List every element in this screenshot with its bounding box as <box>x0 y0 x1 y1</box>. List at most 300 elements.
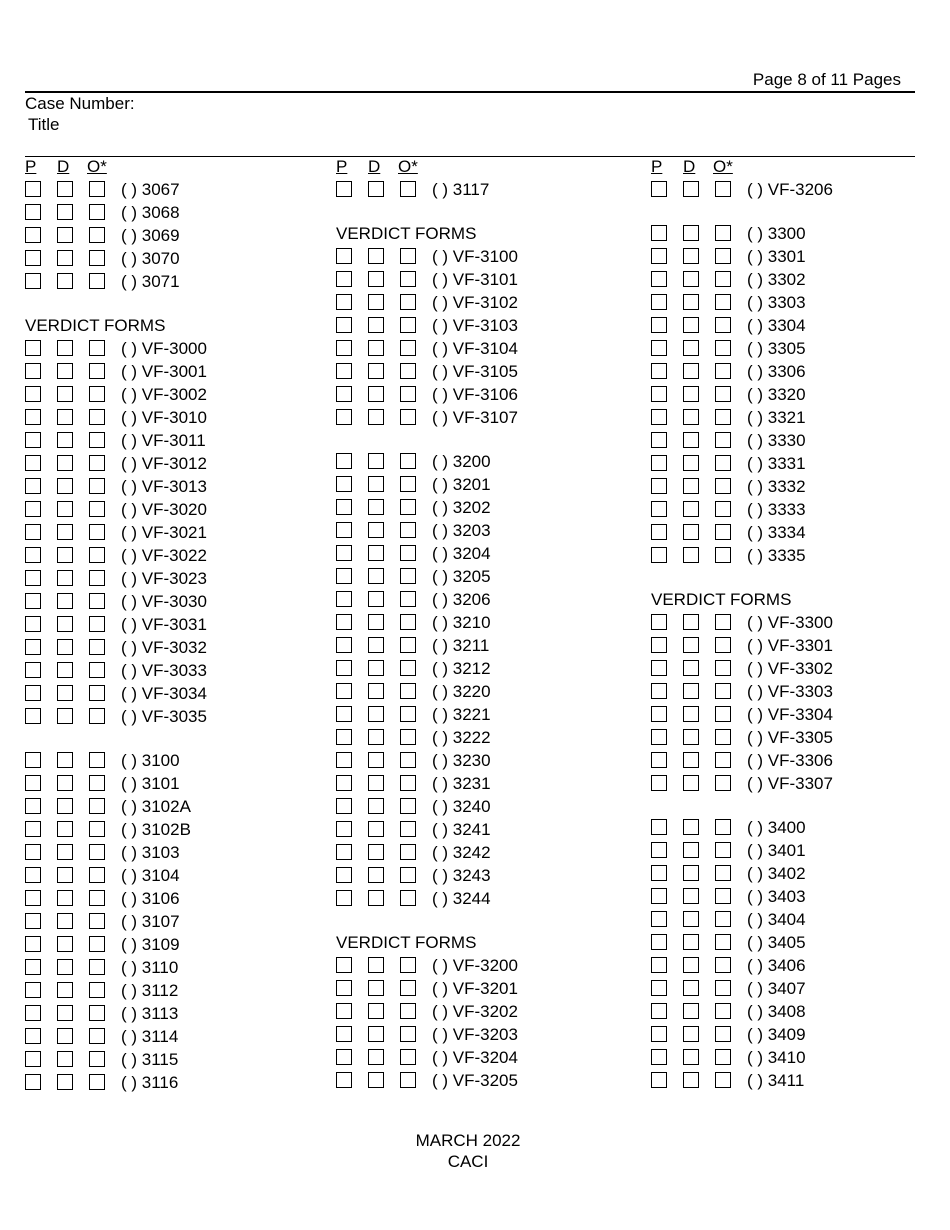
d-checkbox[interactable] <box>57 593 73 609</box>
o-checkbox[interactable] <box>715 934 731 950</box>
d-checkbox[interactable] <box>57 524 73 540</box>
d-checkbox[interactable] <box>57 867 73 883</box>
o-checkbox[interactable] <box>715 271 731 287</box>
o-checkbox[interactable] <box>715 501 731 517</box>
p-checkbox[interactable] <box>651 775 667 791</box>
p-checkbox[interactable] <box>651 294 667 310</box>
d-checkbox[interactable] <box>57 409 73 425</box>
o-checkbox[interactable] <box>89 1074 105 1090</box>
o-checkbox[interactable] <box>715 409 731 425</box>
p-checkbox[interactable] <box>25 386 41 402</box>
o-checkbox[interactable] <box>89 386 105 402</box>
d-checkbox[interactable] <box>57 227 73 243</box>
o-checkbox[interactable] <box>715 752 731 768</box>
d-checkbox[interactable] <box>57 432 73 448</box>
d-checkbox[interactable] <box>683 432 699 448</box>
p-checkbox[interactable] <box>25 273 41 289</box>
d-checkbox[interactable] <box>57 982 73 998</box>
o-checkbox[interactable] <box>715 248 731 264</box>
p-checkbox[interactable] <box>25 501 41 517</box>
p-checkbox[interactable] <box>651 1003 667 1019</box>
o-checkbox[interactable] <box>89 708 105 724</box>
d-checkbox[interactable] <box>368 522 384 538</box>
p-checkbox[interactable] <box>25 227 41 243</box>
p-checkbox[interactable] <box>651 386 667 402</box>
d-checkbox[interactable] <box>683 248 699 264</box>
o-checkbox[interactable] <box>89 227 105 243</box>
p-checkbox[interactable] <box>336 317 352 333</box>
o-checkbox[interactable] <box>89 775 105 791</box>
o-checkbox[interactable] <box>715 547 731 563</box>
o-checkbox[interactable] <box>715 1026 731 1042</box>
d-checkbox[interactable] <box>368 844 384 860</box>
o-checkbox[interactable] <box>89 798 105 814</box>
p-checkbox[interactable] <box>336 752 352 768</box>
o-checkbox[interactable] <box>89 936 105 952</box>
d-checkbox[interactable] <box>368 729 384 745</box>
o-checkbox[interactable] <box>400 614 416 630</box>
d-checkbox[interactable] <box>683 957 699 973</box>
o-checkbox[interactable] <box>400 706 416 722</box>
d-checkbox[interactable] <box>683 819 699 835</box>
d-checkbox[interactable] <box>57 821 73 837</box>
o-checkbox[interactable] <box>400 591 416 607</box>
o-checkbox[interactable] <box>715 729 731 745</box>
p-checkbox[interactable] <box>336 409 352 425</box>
o-checkbox[interactable] <box>89 273 105 289</box>
p-checkbox[interactable] <box>336 181 352 197</box>
p-checkbox[interactable] <box>336 1072 352 1088</box>
o-checkbox[interactable] <box>715 637 731 653</box>
p-checkbox[interactable] <box>25 1051 41 1067</box>
o-checkbox[interactable] <box>715 386 731 402</box>
o-checkbox[interactable] <box>89 478 105 494</box>
o-checkbox[interactable] <box>89 409 105 425</box>
p-checkbox[interactable] <box>651 340 667 356</box>
p-checkbox[interactable] <box>651 225 667 241</box>
o-checkbox[interactable] <box>400 660 416 676</box>
p-checkbox[interactable] <box>651 432 667 448</box>
d-checkbox[interactable] <box>57 250 73 266</box>
p-checkbox[interactable] <box>25 409 41 425</box>
d-checkbox[interactable] <box>683 729 699 745</box>
p-checkbox[interactable] <box>25 798 41 814</box>
d-checkbox[interactable] <box>57 501 73 517</box>
o-checkbox[interactable] <box>400 752 416 768</box>
p-checkbox[interactable] <box>25 913 41 929</box>
d-checkbox[interactable] <box>683 363 699 379</box>
d-checkbox[interactable] <box>683 614 699 630</box>
p-checkbox[interactable] <box>25 204 41 220</box>
d-checkbox[interactable] <box>368 386 384 402</box>
p-checkbox[interactable] <box>651 547 667 563</box>
p-checkbox[interactable] <box>651 501 667 517</box>
o-checkbox[interactable] <box>89 524 105 540</box>
o-checkbox[interactable] <box>715 980 731 996</box>
p-checkbox[interactable] <box>25 570 41 586</box>
o-checkbox[interactable] <box>400 409 416 425</box>
o-checkbox[interactable] <box>89 959 105 975</box>
o-checkbox[interactable] <box>89 752 105 768</box>
p-checkbox[interactable] <box>336 683 352 699</box>
p-checkbox[interactable] <box>25 524 41 540</box>
p-checkbox[interactable] <box>651 409 667 425</box>
p-checkbox[interactable] <box>336 660 352 676</box>
d-checkbox[interactable] <box>368 867 384 883</box>
o-checkbox[interactable] <box>89 685 105 701</box>
p-checkbox[interactable] <box>651 842 667 858</box>
o-checkbox[interactable] <box>400 637 416 653</box>
d-checkbox[interactable] <box>368 453 384 469</box>
o-checkbox[interactable] <box>400 453 416 469</box>
d-checkbox[interactable] <box>368 957 384 973</box>
o-checkbox[interactable] <box>715 478 731 494</box>
o-checkbox[interactable] <box>715 1072 731 1088</box>
o-checkbox[interactable] <box>400 1072 416 1088</box>
p-checkbox[interactable] <box>25 181 41 197</box>
p-checkbox[interactable] <box>651 706 667 722</box>
d-checkbox[interactable] <box>368 181 384 197</box>
p-checkbox[interactable] <box>651 248 667 264</box>
o-checkbox[interactable] <box>89 867 105 883</box>
d-checkbox[interactable] <box>683 637 699 653</box>
o-checkbox[interactable] <box>400 522 416 538</box>
d-checkbox[interactable] <box>368 752 384 768</box>
p-checkbox[interactable] <box>336 1049 352 1065</box>
o-checkbox[interactable] <box>400 386 416 402</box>
o-checkbox[interactable] <box>400 1003 416 1019</box>
p-checkbox[interactable] <box>336 980 352 996</box>
p-checkbox[interactable] <box>651 181 667 197</box>
o-checkbox[interactable] <box>400 775 416 791</box>
d-checkbox[interactable] <box>683 1026 699 1042</box>
d-checkbox[interactable] <box>57 708 73 724</box>
o-checkbox[interactable] <box>715 683 731 699</box>
o-checkbox[interactable] <box>89 1051 105 1067</box>
o-checkbox[interactable] <box>400 568 416 584</box>
o-checkbox[interactable] <box>400 844 416 860</box>
o-checkbox[interactable] <box>715 340 731 356</box>
d-checkbox[interactable] <box>683 934 699 950</box>
p-checkbox[interactable] <box>25 959 41 975</box>
d-checkbox[interactable] <box>57 478 73 494</box>
p-checkbox[interactable] <box>25 821 41 837</box>
o-checkbox[interactable] <box>89 501 105 517</box>
d-checkbox[interactable] <box>368 637 384 653</box>
o-checkbox[interactable] <box>400 957 416 973</box>
p-checkbox[interactable] <box>651 752 667 768</box>
d-checkbox[interactable] <box>57 570 73 586</box>
p-checkbox[interactable] <box>336 499 352 515</box>
d-checkbox[interactable] <box>683 1049 699 1065</box>
o-checkbox[interactable] <box>715 1049 731 1065</box>
d-checkbox[interactable] <box>57 1005 73 1021</box>
d-checkbox[interactable] <box>683 386 699 402</box>
d-checkbox[interactable] <box>683 271 699 287</box>
p-checkbox[interactable] <box>651 363 667 379</box>
p-checkbox[interactable] <box>651 683 667 699</box>
p-checkbox[interactable] <box>336 476 352 492</box>
d-checkbox[interactable] <box>683 775 699 791</box>
p-checkbox[interactable] <box>336 821 352 837</box>
d-checkbox[interactable] <box>368 660 384 676</box>
p-checkbox[interactable] <box>336 568 352 584</box>
d-checkbox[interactable] <box>57 363 73 379</box>
o-checkbox[interactable] <box>89 340 105 356</box>
d-checkbox[interactable] <box>57 775 73 791</box>
o-checkbox[interactable] <box>715 432 731 448</box>
d-checkbox[interactable] <box>368 248 384 264</box>
d-checkbox[interactable] <box>683 1072 699 1088</box>
o-checkbox[interactable] <box>89 821 105 837</box>
p-checkbox[interactable] <box>25 340 41 356</box>
p-checkbox[interactable] <box>651 478 667 494</box>
p-checkbox[interactable] <box>25 639 41 655</box>
o-checkbox[interactable] <box>400 317 416 333</box>
o-checkbox[interactable] <box>715 775 731 791</box>
o-checkbox[interactable] <box>715 614 731 630</box>
d-checkbox[interactable] <box>683 225 699 241</box>
d-checkbox[interactable] <box>57 639 73 655</box>
o-checkbox[interactable] <box>89 662 105 678</box>
p-checkbox[interactable] <box>336 545 352 561</box>
d-checkbox[interactable] <box>683 888 699 904</box>
p-checkbox[interactable] <box>336 248 352 264</box>
d-checkbox[interactable] <box>57 798 73 814</box>
d-checkbox[interactable] <box>57 936 73 952</box>
o-checkbox[interactable] <box>400 867 416 883</box>
o-checkbox[interactable] <box>89 1005 105 1021</box>
p-checkbox[interactable] <box>25 363 41 379</box>
d-checkbox[interactable] <box>57 1051 73 1067</box>
d-checkbox[interactable] <box>368 499 384 515</box>
d-checkbox[interactable] <box>368 1049 384 1065</box>
d-checkbox[interactable] <box>57 386 73 402</box>
o-checkbox[interactable] <box>89 616 105 632</box>
p-checkbox[interactable] <box>651 317 667 333</box>
o-checkbox[interactable] <box>715 294 731 310</box>
d-checkbox[interactable] <box>57 340 73 356</box>
o-checkbox[interactable] <box>715 706 731 722</box>
p-checkbox[interactable] <box>25 432 41 448</box>
d-checkbox[interactable] <box>57 547 73 563</box>
p-checkbox[interactable] <box>651 524 667 540</box>
p-checkbox[interactable] <box>336 363 352 379</box>
d-checkbox[interactable] <box>368 591 384 607</box>
o-checkbox[interactable] <box>89 593 105 609</box>
d-checkbox[interactable] <box>57 204 73 220</box>
p-checkbox[interactable] <box>336 1026 352 1042</box>
o-checkbox[interactable] <box>89 982 105 998</box>
o-checkbox[interactable] <box>715 317 731 333</box>
o-checkbox[interactable] <box>89 547 105 563</box>
d-checkbox[interactable] <box>683 865 699 881</box>
p-checkbox[interactable] <box>336 706 352 722</box>
p-checkbox[interactable] <box>651 911 667 927</box>
d-checkbox[interactable] <box>368 409 384 425</box>
d-checkbox[interactable] <box>57 959 73 975</box>
p-checkbox[interactable] <box>336 957 352 973</box>
o-checkbox[interactable] <box>400 476 416 492</box>
o-checkbox[interactable] <box>715 1003 731 1019</box>
o-checkbox[interactable] <box>400 980 416 996</box>
p-checkbox[interactable] <box>25 662 41 678</box>
d-checkbox[interactable] <box>683 524 699 540</box>
p-checkbox[interactable] <box>651 1072 667 1088</box>
o-checkbox[interactable] <box>715 181 731 197</box>
p-checkbox[interactable] <box>25 844 41 860</box>
d-checkbox[interactable] <box>368 340 384 356</box>
d-checkbox[interactable] <box>57 752 73 768</box>
o-checkbox[interactable] <box>89 455 105 471</box>
p-checkbox[interactable] <box>651 660 667 676</box>
p-checkbox[interactable] <box>336 453 352 469</box>
o-checkbox[interactable] <box>715 842 731 858</box>
p-checkbox[interactable] <box>25 936 41 952</box>
o-checkbox[interactable] <box>89 913 105 929</box>
p-checkbox[interactable] <box>336 867 352 883</box>
o-checkbox[interactable] <box>89 570 105 586</box>
p-checkbox[interactable] <box>336 340 352 356</box>
o-checkbox[interactable] <box>400 294 416 310</box>
o-checkbox[interactable] <box>89 363 105 379</box>
o-checkbox[interactable] <box>715 524 731 540</box>
d-checkbox[interactable] <box>57 1028 73 1044</box>
p-checkbox[interactable] <box>651 455 667 471</box>
d-checkbox[interactable] <box>368 821 384 837</box>
o-checkbox[interactable] <box>400 798 416 814</box>
p-checkbox[interactable] <box>25 982 41 998</box>
p-checkbox[interactable] <box>651 957 667 973</box>
d-checkbox[interactable] <box>368 1003 384 1019</box>
d-checkbox[interactable] <box>683 1003 699 1019</box>
p-checkbox[interactable] <box>651 729 667 745</box>
o-checkbox[interactable] <box>400 890 416 906</box>
o-checkbox[interactable] <box>89 250 105 266</box>
p-checkbox[interactable] <box>25 547 41 563</box>
d-checkbox[interactable] <box>683 478 699 494</box>
p-checkbox[interactable] <box>336 386 352 402</box>
d-checkbox[interactable] <box>683 409 699 425</box>
p-checkbox[interactable] <box>651 934 667 950</box>
p-checkbox[interactable] <box>651 637 667 653</box>
p-checkbox[interactable] <box>336 614 352 630</box>
p-checkbox[interactable] <box>25 616 41 632</box>
p-checkbox[interactable] <box>651 1049 667 1065</box>
d-checkbox[interactable] <box>683 340 699 356</box>
o-checkbox[interactable] <box>89 844 105 860</box>
o-checkbox[interactable] <box>400 248 416 264</box>
p-checkbox[interactable] <box>25 775 41 791</box>
o-checkbox[interactable] <box>400 821 416 837</box>
d-checkbox[interactable] <box>368 890 384 906</box>
p-checkbox[interactable] <box>336 522 352 538</box>
p-checkbox[interactable] <box>336 775 352 791</box>
o-checkbox[interactable] <box>400 271 416 287</box>
p-checkbox[interactable] <box>25 752 41 768</box>
p-checkbox[interactable] <box>651 614 667 630</box>
d-checkbox[interactable] <box>683 317 699 333</box>
p-checkbox[interactable] <box>336 271 352 287</box>
p-checkbox[interactable] <box>336 637 352 653</box>
p-checkbox[interactable] <box>25 708 41 724</box>
p-checkbox[interactable] <box>25 593 41 609</box>
p-checkbox[interactable] <box>25 685 41 701</box>
p-checkbox[interactable] <box>336 591 352 607</box>
d-checkbox[interactable] <box>57 913 73 929</box>
d-checkbox[interactable] <box>57 616 73 632</box>
d-checkbox[interactable] <box>683 980 699 996</box>
p-checkbox[interactable] <box>25 1074 41 1090</box>
d-checkbox[interactable] <box>368 980 384 996</box>
p-checkbox[interactable] <box>336 1003 352 1019</box>
d-checkbox[interactable] <box>368 317 384 333</box>
d-checkbox[interactable] <box>368 798 384 814</box>
d-checkbox[interactable] <box>368 1026 384 1042</box>
p-checkbox[interactable] <box>651 865 667 881</box>
p-checkbox[interactable] <box>25 1028 41 1044</box>
p-checkbox[interactable] <box>651 819 667 835</box>
d-checkbox[interactable] <box>57 844 73 860</box>
d-checkbox[interactable] <box>368 614 384 630</box>
o-checkbox[interactable] <box>715 660 731 676</box>
d-checkbox[interactable] <box>368 271 384 287</box>
o-checkbox[interactable] <box>715 911 731 927</box>
d-checkbox[interactable] <box>368 1072 384 1088</box>
p-checkbox[interactable] <box>651 271 667 287</box>
o-checkbox[interactable] <box>400 683 416 699</box>
p-checkbox[interactable] <box>25 890 41 906</box>
d-checkbox[interactable] <box>57 662 73 678</box>
o-checkbox[interactable] <box>715 957 731 973</box>
o-checkbox[interactable] <box>400 181 416 197</box>
o-checkbox[interactable] <box>715 363 731 379</box>
o-checkbox[interactable] <box>400 729 416 745</box>
d-checkbox[interactable] <box>683 660 699 676</box>
p-checkbox[interactable] <box>336 890 352 906</box>
p-checkbox[interactable] <box>336 844 352 860</box>
d-checkbox[interactable] <box>683 501 699 517</box>
d-checkbox[interactable] <box>683 294 699 310</box>
o-checkbox[interactable] <box>89 432 105 448</box>
d-checkbox[interactable] <box>368 545 384 561</box>
p-checkbox[interactable] <box>25 250 41 266</box>
d-checkbox[interactable] <box>368 294 384 310</box>
d-checkbox[interactable] <box>57 890 73 906</box>
o-checkbox[interactable] <box>400 499 416 515</box>
d-checkbox[interactable] <box>368 775 384 791</box>
o-checkbox[interactable] <box>400 340 416 356</box>
d-checkbox[interactable] <box>57 181 73 197</box>
d-checkbox[interactable] <box>683 181 699 197</box>
o-checkbox[interactable] <box>715 455 731 471</box>
d-checkbox[interactable] <box>683 706 699 722</box>
p-checkbox[interactable] <box>25 1005 41 1021</box>
o-checkbox[interactable] <box>89 204 105 220</box>
o-checkbox[interactable] <box>715 819 731 835</box>
d-checkbox[interactable] <box>683 683 699 699</box>
p-checkbox[interactable] <box>25 455 41 471</box>
p-checkbox[interactable] <box>336 798 352 814</box>
d-checkbox[interactable] <box>57 1074 73 1090</box>
d-checkbox[interactable] <box>683 547 699 563</box>
d-checkbox[interactable] <box>57 455 73 471</box>
o-checkbox[interactable] <box>89 890 105 906</box>
p-checkbox[interactable] <box>25 478 41 494</box>
o-checkbox[interactable] <box>715 865 731 881</box>
o-checkbox[interactable] <box>715 225 731 241</box>
p-checkbox[interactable] <box>25 867 41 883</box>
